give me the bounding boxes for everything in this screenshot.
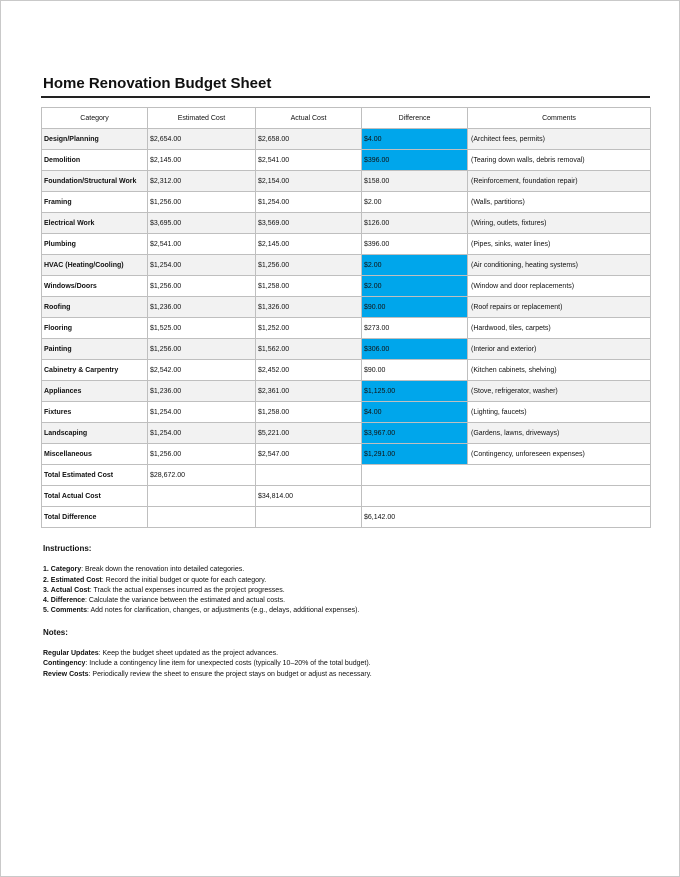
table-row bbox=[42, 381, 651, 402]
instruction-item bbox=[43, 606, 643, 616]
comments-cell: (Interior and exterior) bbox=[468, 339, 651, 360]
actual-cost-cell: $2,547.00 bbox=[256, 444, 362, 465]
difference-cell: $1,125.00 bbox=[362, 381, 468, 402]
estimated-cost-cell: $3,695.00 bbox=[148, 213, 256, 234]
instruction-term: Actual Cost bbox=[50, 586, 90, 594]
instruction-number: 2. bbox=[43, 576, 49, 584]
comments-cell: (Architect fees, permits) bbox=[468, 129, 651, 150]
instruction-number: 5. bbox=[43, 607, 49, 615]
category-cell: Plumbing bbox=[42, 234, 148, 255]
difference-cell: $90.00 bbox=[362, 297, 468, 318]
total-actual-label: Total Actual Cost bbox=[42, 486, 148, 507]
estimated-cost-cell: $1,525.00 bbox=[148, 318, 256, 339]
actual-cost-cell: $1,258.00 bbox=[256, 402, 362, 423]
category-cell: Design/Planning bbox=[42, 129, 148, 150]
difference-cell: $2.00 bbox=[362, 276, 468, 297]
note-term: Review Costs bbox=[43, 670, 89, 678]
instruction-text: : Break down the renovation into detailed categories. bbox=[81, 566, 245, 574]
estimated-cost-cell: $1,254.00 bbox=[148, 255, 256, 276]
category-cell: Roofing bbox=[42, 297, 148, 318]
category-cell: Fixtures bbox=[42, 402, 148, 423]
empty-cell bbox=[362, 465, 651, 486]
actual-cost-cell: $5,221.00 bbox=[256, 423, 362, 444]
instruction-term: Comments bbox=[50, 607, 87, 615]
table-header-row bbox=[42, 108, 651, 129]
comments-cell: (Walls, partitions) bbox=[468, 192, 651, 213]
actual-cost-cell: $1,256.00 bbox=[256, 255, 362, 276]
estimated-cost-cell: $1,254.00 bbox=[148, 402, 256, 423]
actual-cost-cell: $2,361.00 bbox=[256, 381, 362, 402]
column-header-estimated: Estimated Cost bbox=[148, 108, 256, 129]
actual-cost-cell: $1,562.00 bbox=[256, 339, 362, 360]
table-row bbox=[42, 318, 651, 339]
actual-cost-cell: $2,145.00 bbox=[256, 234, 362, 255]
note-item bbox=[43, 649, 643, 659]
comments-cell: (Stove, refrigerator, washer) bbox=[468, 381, 651, 402]
difference-cell: $90.00 bbox=[362, 360, 468, 381]
actual-cost-cell: $2,154.00 bbox=[256, 171, 362, 192]
actual-cost-cell: $1,326.00 bbox=[256, 297, 362, 318]
difference-cell: $2.00 bbox=[362, 192, 468, 213]
actual-cost-cell: $2,541.00 bbox=[256, 150, 362, 171]
table-row bbox=[42, 276, 651, 297]
column-header-actual: Actual Cost bbox=[256, 108, 362, 129]
category-cell: Foundation/Structural Work bbox=[42, 171, 148, 192]
category-cell: Framing bbox=[42, 192, 148, 213]
total-estimated-label: Total Estimated Cost bbox=[42, 465, 148, 486]
instruction-item bbox=[43, 565, 643, 575]
comments-cell: (Hardwood, tiles, carpets) bbox=[468, 318, 651, 339]
table-row bbox=[42, 129, 651, 150]
note-term: Contingency bbox=[43, 660, 86, 668]
estimated-cost-cell: $1,256.00 bbox=[148, 339, 256, 360]
estimated-cost-cell: $1,236.00 bbox=[148, 297, 256, 318]
page-title: Home Renovation Budget Sheet bbox=[43, 75, 272, 92]
actual-cost-cell: $2,658.00 bbox=[256, 129, 362, 150]
empty-cell bbox=[362, 486, 651, 507]
instruction-number: 1. bbox=[43, 566, 49, 574]
difference-cell: $396.00 bbox=[362, 234, 468, 255]
category-cell: Painting bbox=[42, 339, 148, 360]
difference-cell: $306.00 bbox=[362, 339, 468, 360]
estimated-cost-cell: $1,254.00 bbox=[148, 423, 256, 444]
estimated-cost-cell: $2,654.00 bbox=[148, 129, 256, 150]
comments-cell: (Pipes, sinks, water lines) bbox=[468, 234, 651, 255]
difference-cell: $396.00 bbox=[362, 150, 468, 171]
instructions-list bbox=[43, 565, 643, 616]
instruction-item bbox=[43, 576, 643, 586]
table-row bbox=[42, 402, 651, 423]
difference-cell: $3,967.00 bbox=[362, 423, 468, 444]
instruction-text: : Add notes for clarification, changes, or adjustments (e.g., delays, additional expenses). bbox=[86, 607, 360, 615]
category-cell: Landscaping bbox=[42, 423, 148, 444]
notes-heading: Notes: bbox=[43, 627, 68, 637]
total-estimated-row bbox=[42, 465, 651, 486]
empty-cell bbox=[148, 507, 256, 528]
category-cell: Windows/Doors bbox=[42, 276, 148, 297]
instruction-item bbox=[43, 596, 643, 606]
category-cell: HVAC (Heating/Cooling) bbox=[42, 255, 148, 276]
instruction-item bbox=[43, 586, 643, 596]
difference-cell: $158.00 bbox=[362, 171, 468, 192]
category-cell: Demolition bbox=[42, 150, 148, 171]
note-item bbox=[43, 670, 643, 680]
category-cell: Miscellaneous bbox=[42, 444, 148, 465]
total-difference-row bbox=[42, 507, 651, 528]
estimated-cost-cell: $1,256.00 bbox=[148, 276, 256, 297]
actual-cost-cell: $3,569.00 bbox=[256, 213, 362, 234]
column-header-difference: Difference bbox=[362, 108, 468, 129]
comments-cell: (Gardens, lawns, driveways) bbox=[468, 423, 651, 444]
difference-cell: $4.00 bbox=[362, 402, 468, 423]
empty-cell bbox=[256, 465, 362, 486]
comments-cell: (Window and door replacements) bbox=[468, 276, 651, 297]
total-difference-value: $6,142.00 bbox=[362, 507, 651, 528]
column-header-comments: Comments bbox=[468, 108, 651, 129]
difference-cell: $273.00 bbox=[362, 318, 468, 339]
table-row bbox=[42, 213, 651, 234]
total-actual-row bbox=[42, 486, 651, 507]
comments-cell: (Tearing down walls, debris removal) bbox=[468, 150, 651, 171]
instruction-term: Difference bbox=[50, 597, 86, 605]
actual-cost-cell: $1,254.00 bbox=[256, 192, 362, 213]
estimated-cost-cell: $2,542.00 bbox=[148, 360, 256, 381]
actual-cost-cell: $1,252.00 bbox=[256, 318, 362, 339]
comments-cell: (Kitchen cabinets, shelving) bbox=[468, 360, 651, 381]
table-row bbox=[42, 444, 651, 465]
table-row bbox=[42, 255, 651, 276]
instruction-text: : Calculate the variance between the estimated and actual costs. bbox=[85, 597, 286, 605]
category-cell: Electrical Work bbox=[42, 213, 148, 234]
empty-cell bbox=[148, 486, 256, 507]
table-row bbox=[42, 171, 651, 192]
comments-cell: (Air conditioning, heating systems) bbox=[468, 255, 651, 276]
instructions-heading: Instructions: bbox=[43, 544, 92, 553]
category-cell: Appliances bbox=[42, 381, 148, 402]
instruction-term: Category bbox=[50, 566, 82, 574]
instruction-number: 4. bbox=[43, 597, 49, 605]
estimated-cost-cell: $1,256.00 bbox=[148, 192, 256, 213]
estimated-cost-cell: $1,236.00 bbox=[148, 381, 256, 402]
total-estimated-value: $28,672.00 bbox=[148, 465, 256, 486]
instruction-number: 3. bbox=[43, 586, 49, 594]
note-text: : Keep the budget sheet updated as the project advances. bbox=[98, 650, 279, 658]
table-row bbox=[42, 423, 651, 444]
estimated-cost-cell: $2,145.00 bbox=[148, 150, 256, 171]
notes-list bbox=[43, 649, 643, 680]
comments-cell: (Contingency, unforeseen expenses) bbox=[468, 444, 651, 465]
instruction-term: Estimated Cost bbox=[50, 576, 102, 584]
comments-cell: (Lighting, faucets) bbox=[468, 402, 651, 423]
title-underline bbox=[41, 96, 650, 98]
difference-cell: $126.00 bbox=[362, 213, 468, 234]
comments-cell: (Wiring, outlets, fixtures) bbox=[468, 213, 651, 234]
table-row bbox=[42, 234, 651, 255]
difference-cell: $4.00 bbox=[362, 129, 468, 150]
empty-cell bbox=[256, 507, 362, 528]
instruction-text: : Track the actual expenses incurred as the project progresses. bbox=[89, 586, 285, 594]
actual-cost-cell: $2,452.00 bbox=[256, 360, 362, 381]
budget-table bbox=[41, 107, 651, 528]
note-text: : Include a contingency line item for unexpected costs (typically 10–20% of the total budget). bbox=[85, 660, 371, 668]
table-row bbox=[42, 297, 651, 318]
estimated-cost-cell: $1,256.00 bbox=[148, 444, 256, 465]
category-cell: Flooring bbox=[42, 318, 148, 339]
note-text: : Periodically review the sheet to ensure the project stays on budget or adjust as necessary. bbox=[88, 670, 372, 678]
difference-cell: $1,291.00 bbox=[362, 444, 468, 465]
table-row bbox=[42, 339, 651, 360]
total-difference-label: Total Difference bbox=[42, 507, 148, 528]
actual-cost-cell: $1,258.00 bbox=[256, 276, 362, 297]
note-item bbox=[43, 659, 643, 669]
column-header-category: Category bbox=[42, 108, 148, 129]
category-cell: Cabinetry & Carpentry bbox=[42, 360, 148, 381]
table-row bbox=[42, 360, 651, 381]
total-actual-value: $34,814.00 bbox=[256, 486, 362, 507]
difference-cell: $2.00 bbox=[362, 255, 468, 276]
comments-cell: (Roof repairs or replacement) bbox=[468, 297, 651, 318]
note-term: Regular Updates bbox=[43, 650, 99, 658]
instruction-text: : Record the initial budget or quote for each category. bbox=[101, 576, 267, 584]
estimated-cost-cell: $2,541.00 bbox=[148, 234, 256, 255]
table-row bbox=[42, 192, 651, 213]
comments-cell: (Reinforcement, foundation repair) bbox=[468, 171, 651, 192]
instructions-section bbox=[43, 544, 643, 680]
estimated-cost-cell: $2,312.00 bbox=[148, 171, 256, 192]
table-row bbox=[42, 150, 651, 171]
